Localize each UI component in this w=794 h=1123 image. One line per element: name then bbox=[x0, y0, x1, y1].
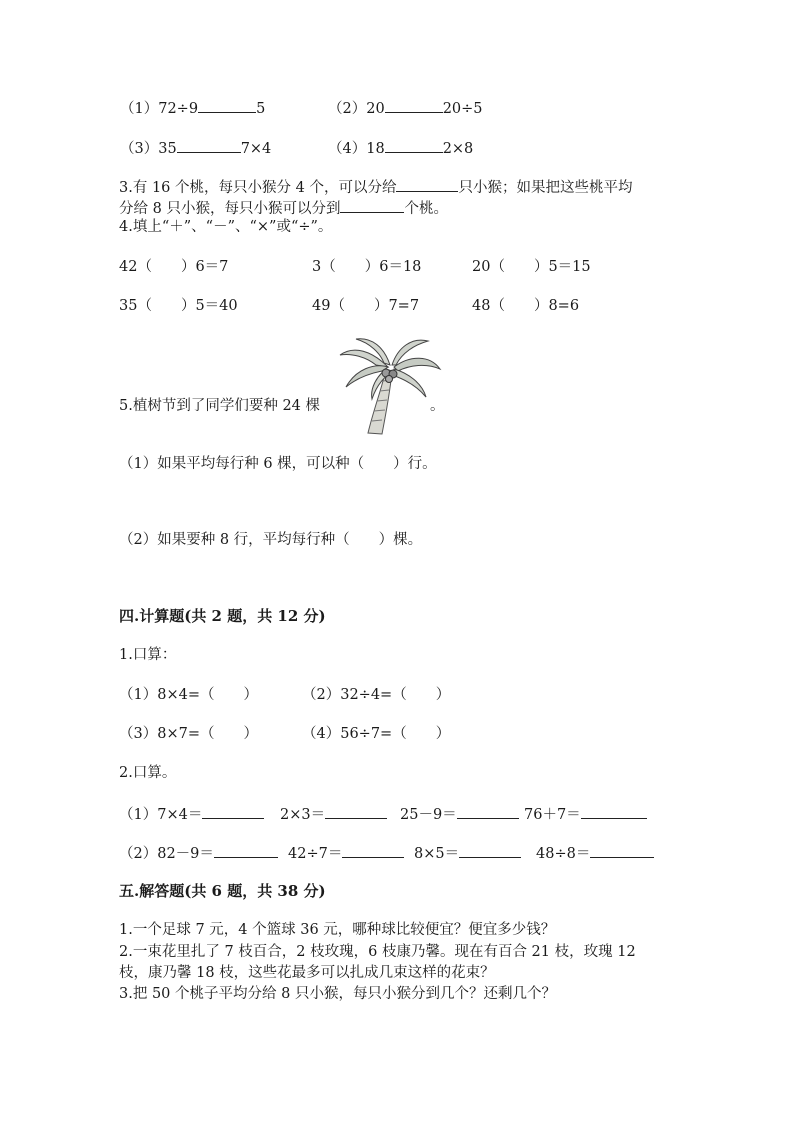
blank[interactable] bbox=[459, 843, 521, 858]
blank[interactable] bbox=[202, 804, 264, 819]
compare-q2-label: （2）20 bbox=[328, 101, 385, 117]
ops-item[interactable]: 20（ ）5＝15 bbox=[472, 259, 591, 275]
ops-item[interactable]: 42（ ）6＝7 bbox=[119, 259, 229, 275]
oral1-title: 1.口算： bbox=[119, 647, 177, 663]
peach-question-line1 bbox=[119, 177, 632, 197]
ops-item[interactable]: 48（ ）8=6 bbox=[472, 298, 580, 314]
oral2-item bbox=[524, 804, 647, 824]
blank[interactable] bbox=[198, 98, 256, 113]
trees-q1[interactable]: （1）如果平均每行种 6 棵，可以种（ ）行。 bbox=[119, 456, 437, 472]
compare-q3 bbox=[120, 138, 271, 158]
peach-question-line2 bbox=[119, 198, 448, 218]
oral2-expr: 48÷8＝ bbox=[536, 846, 591, 862]
trees-stem-end: 。 bbox=[430, 398, 445, 414]
oral1-item[interactable]: （1）8×4=（ ） bbox=[119, 687, 258, 703]
oral1-item[interactable]: （4）56÷7=（ ） bbox=[302, 726, 451, 742]
oral1-item[interactable]: （3）8×7=（ ） bbox=[119, 726, 258, 742]
compare-q1-rhs: 5 bbox=[256, 101, 266, 117]
ops-item[interactable]: 35（ ）5＝40 bbox=[119, 298, 238, 314]
compare-q4-rhs: 2×8 bbox=[442, 141, 474, 157]
ops-item[interactable]: 49（ ）7=7 bbox=[312, 298, 420, 314]
oral2-expr: 8×5＝ bbox=[414, 846, 460, 862]
oral2-item bbox=[288, 843, 404, 863]
oral2-expr: 42÷7＝ bbox=[288, 846, 343, 862]
oral2-item bbox=[119, 843, 278, 863]
oral2-expr: （2）82－9＝ bbox=[119, 846, 214, 862]
blank[interactable] bbox=[396, 177, 458, 192]
compare-q4 bbox=[328, 138, 473, 158]
blank[interactable] bbox=[385, 98, 443, 113]
word-problem-3: 3.把 50 个桃子平均分给 8 只小猴，每只小猴分到几个？还剩几个？ bbox=[119, 986, 556, 1002]
blank[interactable] bbox=[590, 843, 654, 858]
blank[interactable] bbox=[342, 843, 404, 858]
compare-q3-label: （3）35 bbox=[120, 141, 177, 157]
word-problem-2-line1: 2.一束花里扎了 7 枝百合，2 枝玫瑰，6 枝康乃馨。现在有百合 21 枝，玫瑰 12 bbox=[119, 944, 636, 960]
oral2-expr: 25－9＝ bbox=[400, 807, 457, 823]
trees-stem bbox=[119, 397, 445, 415]
oral2-title: 2.口算。 bbox=[119, 765, 177, 781]
section4-heading: 四.计算题(共 2 题，共 12 分) bbox=[119, 607, 326, 625]
ops-item[interactable]: 3（ ）6＝18 bbox=[312, 259, 422, 275]
peach-text: 分给 8 只小猴，每只小猴可以分到 bbox=[119, 201, 341, 217]
oral1-item[interactable]: （2）32÷4=（ ） bbox=[302, 687, 451, 703]
blank[interactable] bbox=[325, 804, 387, 819]
blank[interactable] bbox=[457, 804, 519, 819]
oral2-item bbox=[400, 804, 519, 824]
oral2-expr: （1）7×4＝ bbox=[119, 807, 203, 823]
trees-stem-text: 5.植树节到了同学们要种 24 棵 bbox=[119, 398, 321, 414]
trees-q2[interactable]: （2）如果要种 8 行，平均每行种（ ）棵。 bbox=[119, 532, 423, 548]
peach-text: 只小猴；如果把这些桃平均 bbox=[458, 180, 633, 196]
word-problem-2-line2: 枝，康乃馨 18 枝，这些花最多可以扎成几束这样的花束？ bbox=[119, 965, 495, 981]
blank[interactable] bbox=[340, 198, 404, 213]
peach-text: 3.有 16 个桃，每只小猴分 4 个，可以分给 bbox=[119, 180, 397, 196]
compare-q1-label: （1）72÷9 bbox=[120, 101, 199, 117]
blank[interactable] bbox=[385, 138, 443, 153]
palm-tree-image bbox=[336, 333, 444, 437]
compare-q2 bbox=[328, 98, 483, 118]
peach-text: 个桃。 bbox=[404, 201, 448, 217]
blank[interactable] bbox=[581, 804, 647, 819]
oral2-expr: 2×3＝ bbox=[280, 807, 326, 823]
oral2-item bbox=[414, 843, 521, 863]
compare-q4-label: （4）18 bbox=[328, 141, 385, 157]
compare-q1 bbox=[120, 98, 265, 118]
blank[interactable] bbox=[214, 843, 278, 858]
oral2-item bbox=[280, 804, 387, 824]
word-problem-1: 1.一个足球 7 元，4 个篮球 36 元，哪种球比较便宜？便宜多少钱？ bbox=[119, 922, 556, 938]
oral2-item bbox=[119, 804, 264, 824]
blank[interactable] bbox=[177, 138, 241, 153]
oral2-item bbox=[536, 843, 654, 863]
compare-q3-rhs: 7×4 bbox=[240, 141, 272, 157]
section5-heading: 五.解答题(共 6 题，共 38 分) bbox=[119, 882, 326, 900]
oral2-expr: 76＋7＝ bbox=[524, 807, 581, 823]
ops-title: 4.填上“＋”、“－”、“×”或“÷”。 bbox=[119, 219, 333, 235]
compare-q2-rhs: 20÷5 bbox=[442, 101, 483, 117]
